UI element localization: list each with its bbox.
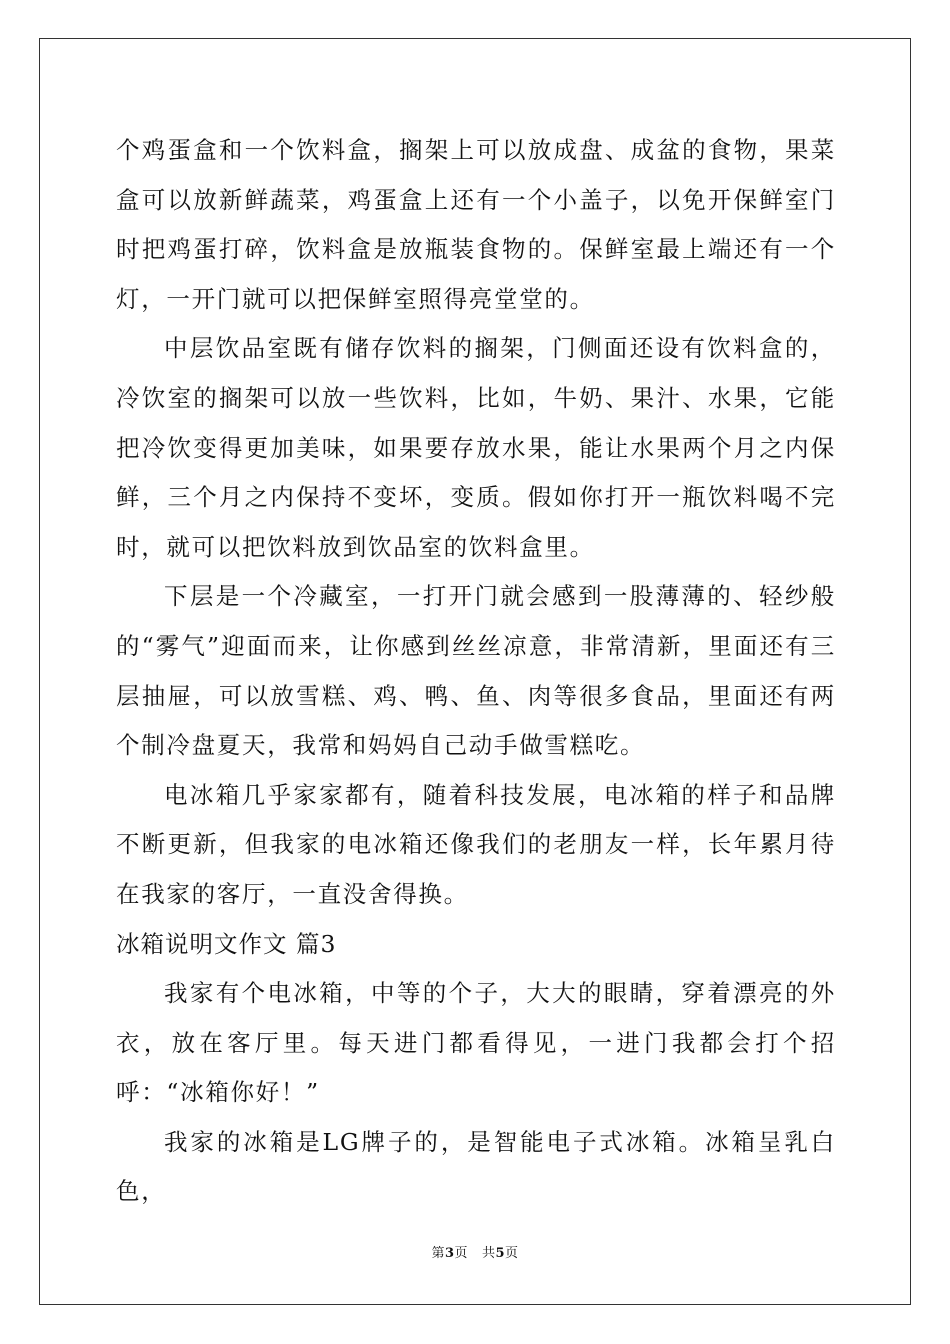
paragraph: 个鸡蛋盒和一个饮料盒，搁架上可以放成盘、成盆的食物，果菜盒可以放新鲜蔬菜，鸡蛋盒上还有一个小盖子，以免开保鲜室门时把鸡蛋打碎，饮料盒是放瓶装食物的。保鲜室最上端还有一个灯，一开门就可以把保鲜室照得亮堂堂的。 [116,136,836,313]
total-suffix: 页 [505,1246,519,1261]
page-prefix: 第 [431,1246,445,1261]
paragraph: 电冰箱几乎家家都有，随着科技发展，电冰箱的样子和品牌不断更新，但我家的电冰箱还像我们的老朋友一样，长年累月待在我家的客厅，一直没舍得换。 [116,780,836,908]
paragraph: 中层饮品室既有储存饮料的搁架，门侧面还设有饮料盒的，冷饮室的搁架可以放一些饮料，比如，牛奶、果汁、水果，它能把冷饮变得更加美味，如果要存放水果，能让水果两个月之内保鲜，三个月之内保持不变坏，变质。假如你打开一瓶饮料喝不完时，就可以把饮料放到饮品室的饮料盒里。 [116,334,836,561]
section-heading: 冰箱说明文作文 篇3 [116,929,337,958]
page-footer [0,1245,950,1263]
current-page-number: 3 [444,1246,455,1261]
paragraph: 我家有个电冰箱，中等的个子，大大的眼睛，穿着漂亮的外衣，放在客厅里。每天进门都看得见，一进门我都会打个招呼：“冰箱你好！” [116,979,836,1107]
page-suffix: 页 [454,1246,469,1261]
document-body [116,126,836,1217]
total-page-number: 5 [495,1246,506,1261]
total-prefix: 共 [481,1246,496,1261]
paragraph: 我家的冰箱是LG牌子的，是智能电子式冰箱。冰箱呈乳白色， [116,1127,836,1206]
paragraph: 下层是一个冷藏室，一打开门就会感到一股薄薄的、轻纱般的“雾气”迎面而来，让你感到丝丝凉意，非常清新，里面还有三层抽屉，可以放雪糕、鸡、鸭、鱼、肉等很多食品，里面还有两个制冷盘夏天，我常和妈妈自己动手做雪糕吃。 [116,582,836,760]
